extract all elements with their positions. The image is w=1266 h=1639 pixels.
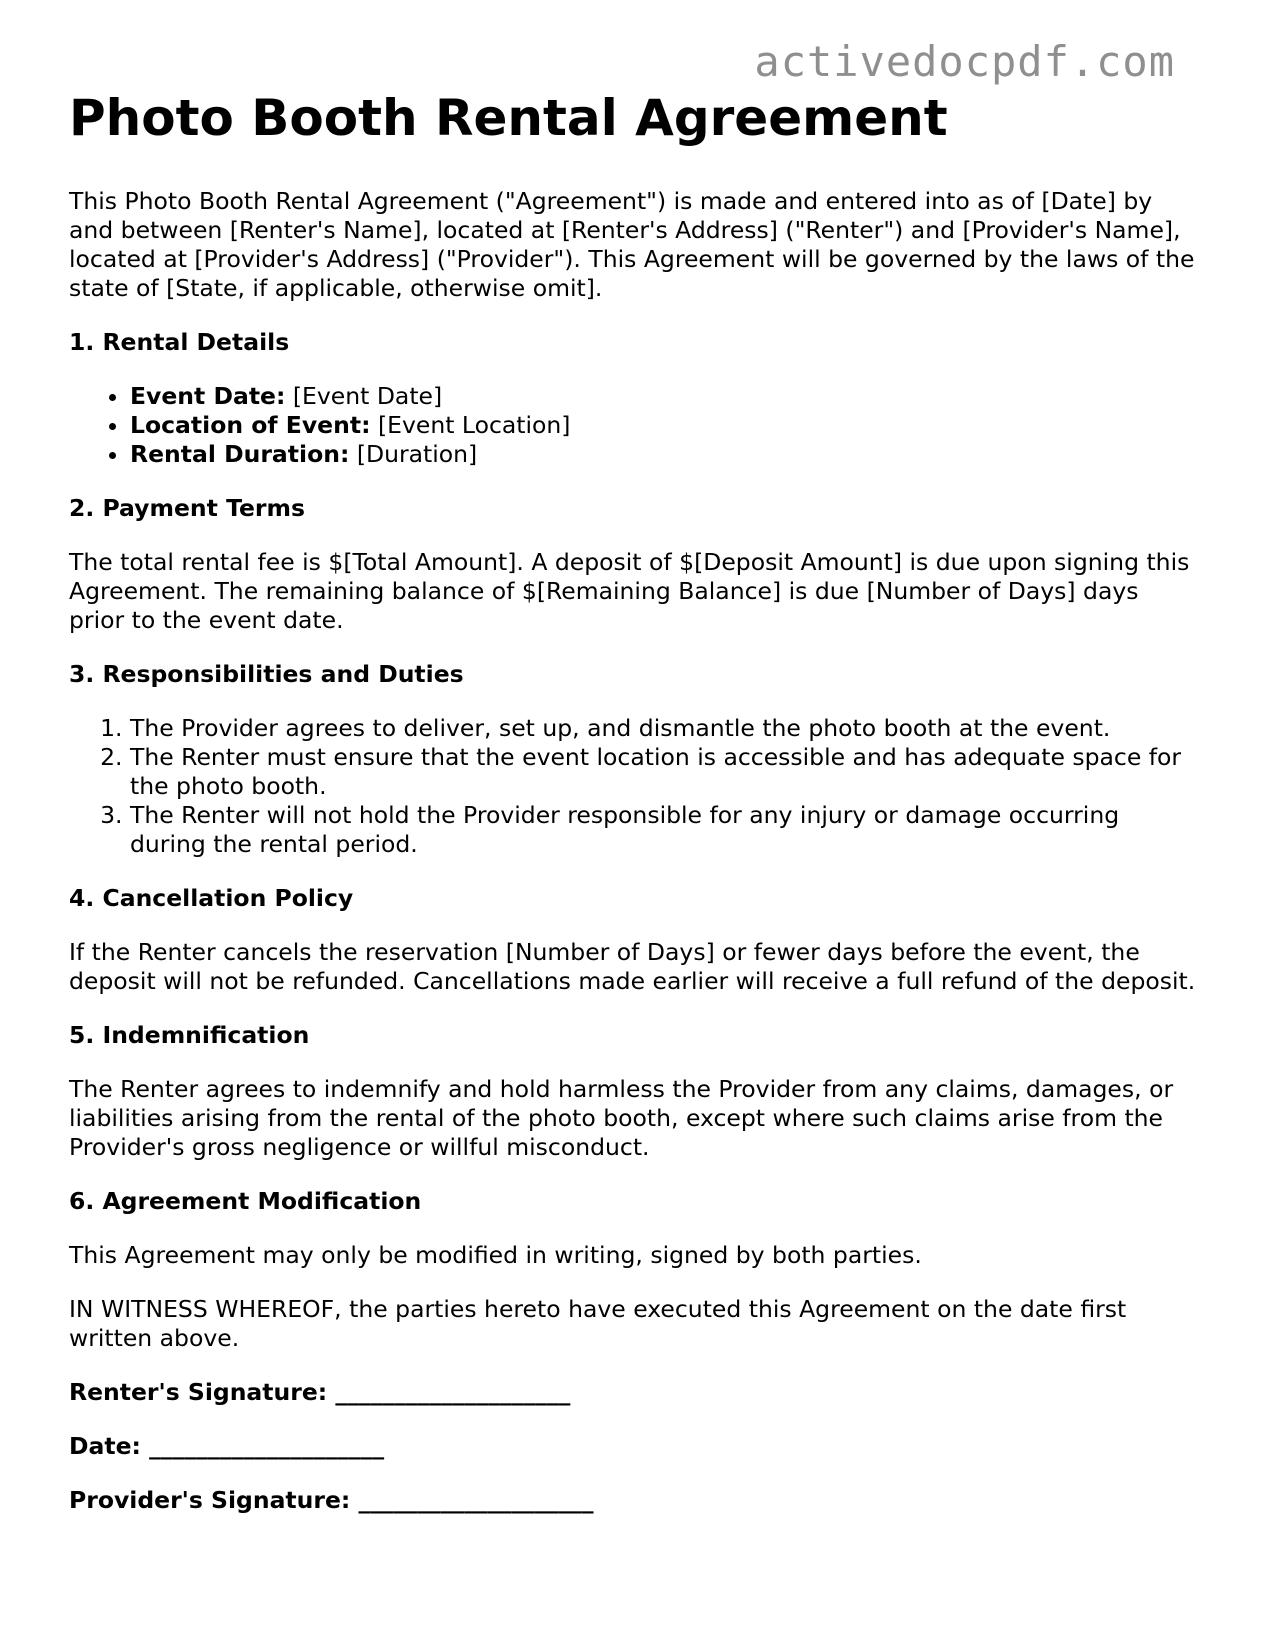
list-item-value: [Event Location] bbox=[370, 411, 571, 439]
rental-details-list bbox=[69, 382, 1199, 469]
responsibilities-list bbox=[69, 714, 1199, 859]
list-item: 2. The Renter must ensure that the event location is accessible and has adequate space for the photo booth. bbox=[130, 743, 1199, 801]
list-item-label: Event Date: bbox=[130, 382, 286, 410]
watermark: activedocpdf.com bbox=[754, 37, 1175, 86]
provider-signature-line: Provider's Signature: ____________________ bbox=[69, 1486, 594, 1514]
witness-paragraph: IN WITNESS WHEREOF, the parties hereto have executed this Agreement on the date first written above. bbox=[69, 1295, 1127, 1352]
list-item-event-location bbox=[130, 411, 1199, 440]
payment-terms-paragraph: The total rental fee is $[Total Amount]. A deposit of $[Deposit Amount] is due upon signing this Agreement. The remaining balance of $[Remaining Balance] is due [Number of Days] days prior to the event date. bbox=[69, 548, 1190, 634]
section-heading-agreement-modification: 6. Agreement Modification bbox=[69, 1187, 422, 1215]
list-item-label: Location of Event: bbox=[130, 411, 371, 439]
section-heading-responsibilities: 3. Responsibilities and Duties bbox=[69, 660, 464, 688]
section-heading-indemnification: 5. Indemnification bbox=[69, 1021, 310, 1049]
list-item: 1. The Provider agrees to deliver, set up, and dismantle the photo booth at the event. bbox=[130, 714, 1199, 743]
list-item-rental-duration bbox=[130, 440, 1199, 469]
document-page bbox=[69, 86, 1199, 1540]
intro-paragraph: This Photo Booth Rental Agreement ("Agreement") is made and entered into as of [Date] by and between [Renter's Name], located at [Renter's Address] ("Renter") and [Provider's Name], located at [Provider's Address] ("Provider"). This Agreement will be governed by the laws of the state of [State, if applicable, otherwise omit]. bbox=[69, 187, 1195, 302]
list-item-value: [Duration] bbox=[349, 440, 478, 468]
date-signature-line: Date: ____________________ bbox=[69, 1432, 385, 1460]
list-item-value: [Event Date] bbox=[285, 382, 443, 410]
modification-paragraph: This Agreement may only be modified in writing, signed by both parties. bbox=[69, 1241, 922, 1269]
list-item: 3. The Renter will not hold the Provider responsible for any injury or damage occurring during the rental period. bbox=[130, 801, 1199, 859]
document-title: Photo Booth Rental Agreement bbox=[69, 89, 948, 147]
indemnification-paragraph: The Renter agrees to indemnify and hold harmless the Provider from any claims, damages, or liabilities arising from the rental of the photo booth, except where such claims arise from the Provider's gross negligence or willful misconduct. bbox=[69, 1075, 1174, 1161]
section-heading-cancellation-policy: 4. Cancellation Policy bbox=[69, 884, 354, 912]
section-heading-payment-terms: 2. Payment Terms bbox=[69, 494, 305, 522]
section-heading-rental-details: 1. Rental Details bbox=[69, 328, 290, 356]
list-item-label: Rental Duration: bbox=[130, 440, 350, 468]
renter-signature-line: Renter's Signature: ____________________ bbox=[69, 1378, 571, 1406]
cancellation-paragraph: If the Renter cancels the reservation [Number of Days] or fewer days before the event, the deposit will not be refunded. Cancellations made earlier will receive a full refund of the deposit. bbox=[69, 938, 1196, 995]
list-item-event-date bbox=[130, 382, 1199, 411]
